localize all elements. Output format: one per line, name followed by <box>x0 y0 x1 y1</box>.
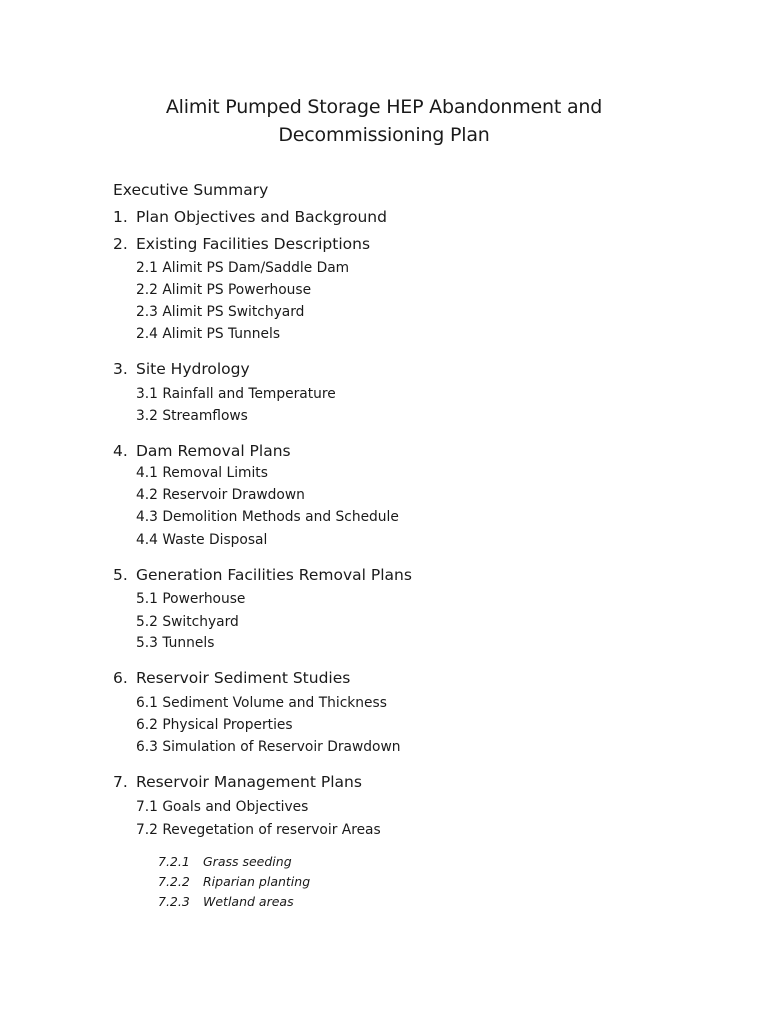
toc-subsection-label: Alimit PS Powerhouse <box>162 282 312 298</box>
toc-subsubsection-label: Wetland areas <box>203 894 294 909</box>
toc-subsection-5-1 <box>136 593 245 607</box>
toc-subsubsection-number: 7.2.1 <box>158 854 190 869</box>
toc-subsection-6-1 <box>136 697 387 711</box>
toc-subsection-number: 2.1 <box>136 260 158 276</box>
toc-subsection-2-4 <box>136 328 280 342</box>
toc-section-label: Plan Objectives and Background <box>136 208 387 226</box>
toc-section-number: 6. <box>113 669 128 687</box>
document-title-line-1: Alimit Pumped Storage HEP Abandonment and <box>165 96 603 118</box>
toc-section-label: Reservoir Management Plans <box>136 773 362 791</box>
toc-subsection-number: 5.3 <box>136 635 158 651</box>
toc-subsubsection-label: Riparian planting <box>203 874 311 889</box>
toc-subsection-number: 6.2 <box>136 717 158 733</box>
toc-section-label: Existing Facilities Descriptions <box>136 235 371 253</box>
toc-subsection-label: Alimit PS Switchyard <box>162 304 305 320</box>
toc-subsection-number: 4.4 <box>136 532 158 548</box>
toc-subsection-number: 3.2 <box>136 408 158 424</box>
toc-subsection-label: Powerhouse <box>162 591 246 607</box>
toc-section-number: 4. <box>113 442 128 460</box>
toc-subsection-label: Sediment Volume and Thickness <box>162 695 387 711</box>
toc-subsubsection-number: 7.2.2 <box>158 874 190 889</box>
toc-subsubsection-7-2-2 <box>158 876 310 889</box>
toc-subsection-number: 3.1 <box>136 386 158 402</box>
toc-executive-summary: Executive Summary <box>113 181 269 199</box>
toc-section-number: 2. <box>113 235 128 253</box>
toc-subsection-number: 7.2 <box>136 822 158 838</box>
toc-subsection-label: Goals and Objectives <box>162 799 309 815</box>
toc-subsection-2-1 <box>136 262 349 276</box>
toc-section-2 <box>113 237 370 253</box>
toc-subsection-number: 2.4 <box>136 326 158 342</box>
toc-subsection-label: Simulation of Reservoir Drawdown <box>162 739 401 755</box>
toc-section-number: 1. <box>113 208 128 226</box>
toc-subsection-number: 7.1 <box>136 799 158 815</box>
toc-subsection-number: 4.3 <box>136 509 158 525</box>
toc-subsection-6-2 <box>136 719 293 733</box>
toc-subsection-5-2 <box>136 616 239 630</box>
toc-subsection-number: 2.3 <box>136 304 158 320</box>
toc-subsection-label: Streamflows <box>162 408 248 424</box>
toc-subsection-label: Waste Disposal <box>162 532 268 548</box>
toc-subsection-label: Alimit PS Dam/Saddle Dam <box>162 260 350 276</box>
toc-section-label: Generation Facilities Removal Plans <box>136 566 412 584</box>
toc-subsection-label: Reservoir Drawdown <box>162 487 305 503</box>
toc-subsection-6-3 <box>136 741 400 755</box>
toc-section-label: Dam Removal Plans <box>136 442 291 460</box>
toc-section-6 <box>113 671 350 687</box>
toc-subsubsection-label: Grass seeding <box>203 854 292 869</box>
toc-subsection-label: Rainfall and Temperature <box>162 386 336 402</box>
toc-section-number: 7. <box>113 773 128 791</box>
toc-subsection-4-1 <box>136 467 268 481</box>
toc-subsubsection-7-2-1 <box>158 856 292 869</box>
toc-subsubsection-number: 7.2.3 <box>158 894 190 909</box>
toc-section-label: Reservoir Sediment Studies <box>136 669 351 687</box>
toc-subsection-number: 5.1 <box>136 591 158 607</box>
toc-subsection-label: Removal Limits <box>162 465 268 481</box>
toc-subsection-label: Revegetation of reservoir Areas <box>162 822 381 838</box>
toc-subsection-number: 6.1 <box>136 695 158 711</box>
toc-subsection-5-3 <box>136 637 214 651</box>
toc-subsection-label: Tunnels <box>162 635 215 651</box>
toc-subsection-4-4 <box>136 534 267 548</box>
toc-subsection-label: Demolition Methods and Schedule <box>162 509 399 525</box>
toc-subsection-number: 2.2 <box>136 282 158 298</box>
toc-subsection-label: Switchyard <box>162 614 239 630</box>
toc-section-label: Site Hydrology <box>136 360 250 378</box>
toc-subsection-number: 6.3 <box>136 739 158 755</box>
toc-subsection-2-2 <box>136 284 311 298</box>
toc-subsection-3-2 <box>136 410 248 424</box>
toc-section-4 <box>113 444 291 460</box>
toc-section-7 <box>113 775 362 791</box>
toc-subsection-number: 5.2 <box>136 614 158 630</box>
toc-section-1 <box>113 210 387 226</box>
toc-subsection-label: Physical Properties <box>162 717 293 733</box>
toc-subsection-number: 4.2 <box>136 487 158 503</box>
toc-section-3 <box>113 362 250 378</box>
toc-subsection-4-2 <box>136 489 305 503</box>
toc-subsection-7-2 <box>136 824 381 838</box>
toc-section-number: 3. <box>113 360 128 378</box>
toc-section-5 <box>113 568 412 584</box>
toc-subsection-4-3 <box>136 511 399 525</box>
toc-subsection-number: 4.1 <box>136 465 158 481</box>
toc-subsection-3-1 <box>136 388 336 402</box>
toc-subsection-7-1 <box>136 801 308 815</box>
document-title-line-2: Decommissioning Plan <box>278 124 490 146</box>
toc-subsection-2-3 <box>136 306 304 320</box>
toc-subsubsection-7-2-3 <box>158 896 294 909</box>
toc-subsection-label: Alimit PS Tunnels <box>162 326 281 342</box>
toc-section-number: 5. <box>113 566 128 584</box>
